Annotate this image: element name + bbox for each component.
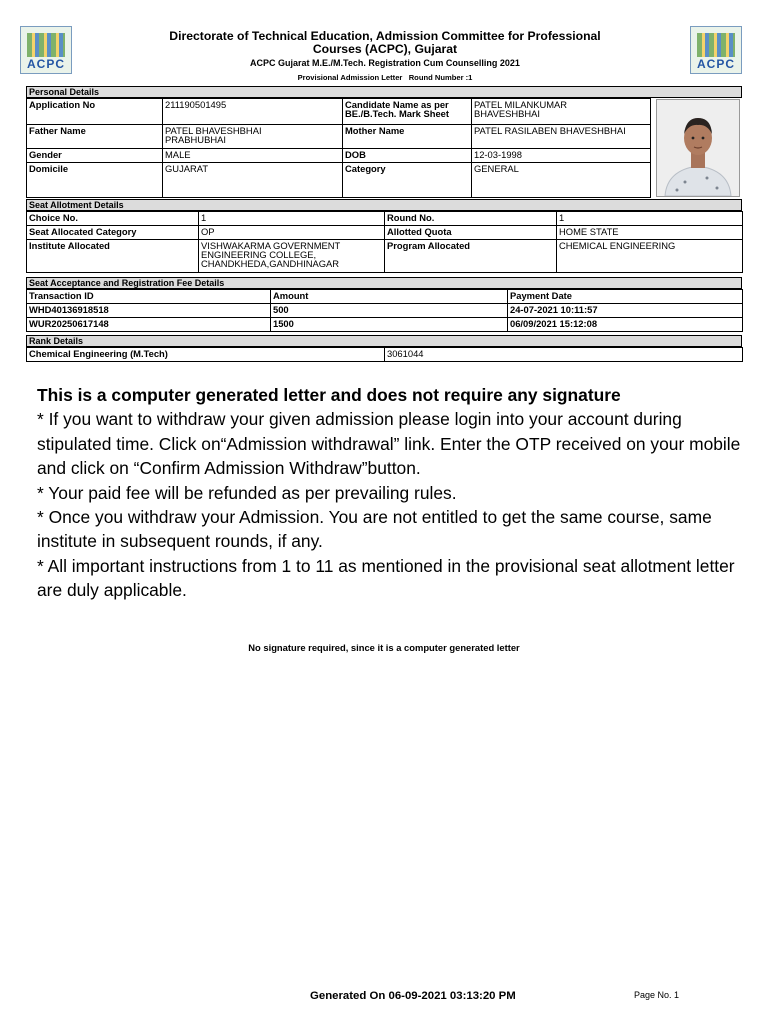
application-no-label: Application No xyxy=(27,99,163,125)
table-row xyxy=(27,304,743,318)
institute-line: ENGINEERING COLLEGE, xyxy=(201,249,317,260)
acpc-logo-right xyxy=(690,26,742,74)
payment-date: 24-07-2021 10:11:57 xyxy=(508,304,743,318)
candidate-photo xyxy=(656,99,740,197)
seat-category-label: Seat Allocated Category xyxy=(27,226,199,240)
logo-graphic xyxy=(27,33,65,57)
program-label: Program Allocated xyxy=(385,240,557,273)
column-header: Amount xyxy=(271,290,508,304)
page-number: Page No. 1 xyxy=(634,990,680,1000)
instruction-item: * Your paid fee will be refunded as per prevailing rules. xyxy=(37,482,457,503)
institute-line: CHANDKHEDA,GANDHINAGAR xyxy=(201,258,340,269)
transaction-id: WUR20250617148 xyxy=(27,318,271,332)
letter-type: Provisional Admission Letter Round Number :1 xyxy=(297,73,473,82)
instruction-item: * If you want to withdraw your given admission please login into your account during stipulated time. Click on“Admission withdrawal” link. Enter the OTP received on your mobile and click on “Confirm Admission Withdraw”button. xyxy=(37,409,741,479)
table-header-row xyxy=(27,290,743,304)
table-row xyxy=(27,226,743,240)
father-name-line: PATEL BHAVESHBHAI xyxy=(165,125,262,136)
instruction-item: * Once you withdraw your Admission. You are not entitled to get the same course, same institute in subsequent rounds, if any. xyxy=(37,507,712,552)
section-rank-details: Rank Details xyxy=(26,335,742,347)
person-silhouette-icon xyxy=(657,100,739,196)
allotted-quota-label: Allotted Quota xyxy=(385,226,557,240)
domicile-label: Domicile xyxy=(27,163,163,198)
amount: 1500 xyxy=(271,318,508,332)
section-seat-allotment: Seat Allotment Details xyxy=(26,199,742,211)
gender-value: MALE xyxy=(163,149,343,163)
instructions xyxy=(37,383,747,603)
candidate-name-label-line: BE./B.Tech. Mark Sheet xyxy=(345,108,450,119)
candidate-name-label-line: Candidate Name as per xyxy=(345,99,449,110)
fee-details-table xyxy=(26,289,743,332)
candidate-name-line: BHAVESHBHAI xyxy=(474,108,540,119)
father-name-label: Father Name xyxy=(27,125,163,149)
rank-details-table xyxy=(26,347,743,362)
signature-note: No signature required, since it is a computer generated letter xyxy=(248,642,520,653)
application-no-value: 211190501495 xyxy=(163,99,343,125)
category-label: Category xyxy=(343,163,472,198)
page-subtitle: ACPC Gujarat M.E./M.Tech. Registration Cum Counselling 2021 xyxy=(250,58,520,68)
mother-name-label: Mother Name xyxy=(343,125,472,149)
round-no-value: 1 xyxy=(557,212,743,226)
choice-no-value: 1 xyxy=(199,212,385,226)
table-row xyxy=(27,348,743,362)
candidate-name-value xyxy=(472,99,651,125)
institute-line: VISHWAKARMA GOVERNMENT xyxy=(201,240,341,251)
program-value: CHEMICAL ENGINEERING xyxy=(557,240,743,273)
rank-value: 3061044 xyxy=(385,348,743,362)
instructions-heading: This is a computer generated letter and does not require any signature xyxy=(37,385,621,405)
column-header: Transaction ID xyxy=(27,290,271,304)
dob-label: DOB xyxy=(343,149,472,163)
institute-value xyxy=(199,240,385,273)
table-row xyxy=(27,125,651,149)
title-line-1: Directorate of Technical Education, Admission Committee for Professional xyxy=(169,29,601,43)
table-row xyxy=(27,163,651,198)
column-header: Payment Date xyxy=(508,290,743,304)
logo-text: ACPC xyxy=(696,57,735,71)
round-no-label: Round No. xyxy=(385,212,557,226)
payment-date: 06/09/2021 15:12:08 xyxy=(508,318,743,332)
allotted-quota-value: HOME STATE xyxy=(557,226,743,240)
rank-course: Chemical Engineering (M.Tech) xyxy=(27,348,385,362)
title-line-2: Courses (ACPC), Gujarat xyxy=(312,42,458,56)
transaction-id: WHD40136918518 xyxy=(27,304,271,318)
table-row xyxy=(27,99,651,125)
father-name-value xyxy=(163,125,343,149)
table-row xyxy=(27,240,743,273)
choice-no-label: Choice No. xyxy=(27,212,199,226)
father-name-line: PRABHUBHAI xyxy=(165,134,226,145)
seat-allotment-table xyxy=(26,211,743,273)
category-value: GENERAL xyxy=(472,163,651,198)
seat-category-value: OP xyxy=(199,226,385,240)
table-row xyxy=(27,149,651,163)
generated-timestamp: Generated On 06-09-2021 03:13:20 PM xyxy=(310,990,516,1002)
section-fee-details: Seat Acceptance and Registration Fee Details xyxy=(26,277,742,289)
logo-text: ACPC xyxy=(26,57,65,71)
personal-details-table xyxy=(26,98,651,198)
logo-graphic xyxy=(697,33,735,57)
table-row xyxy=(27,212,743,226)
mother-name-value: PATEL RASILABEN BHAVESHBHAI xyxy=(472,125,651,149)
section-personal-details: Personal Details xyxy=(26,86,742,98)
candidate-name-line: PATEL MILANKUMAR xyxy=(474,99,568,110)
amount: 500 xyxy=(271,304,508,318)
dob-value: 12-03-1998 xyxy=(472,149,651,163)
gender-label: Gender xyxy=(27,149,163,163)
domicile-value: GUJARAT xyxy=(163,163,343,198)
acpc-logo-left xyxy=(20,26,72,74)
institute-label: Institute Allocated xyxy=(27,240,199,273)
page-title xyxy=(120,30,650,56)
instruction-item: * All important instructions from 1 to 11 as mentioned in the provisional seat allotment letter are duly applicable. xyxy=(37,555,735,601)
candidate-name-label xyxy=(343,99,472,125)
table-row xyxy=(27,318,743,332)
